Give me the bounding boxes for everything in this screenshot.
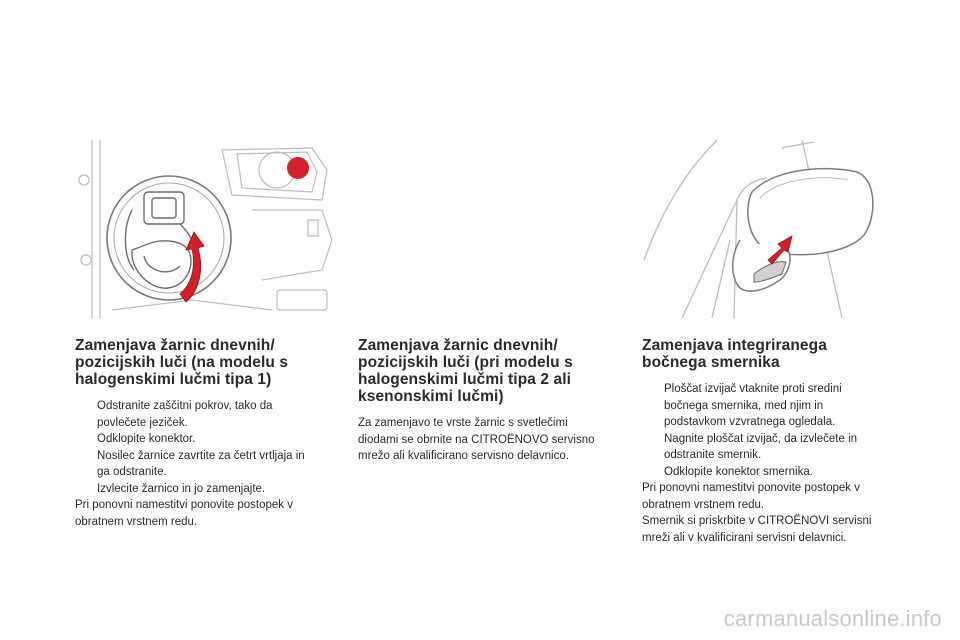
service-note: Za zamenjavo te vrste žarnic s svetlečimi diodami se obrnite na CITROËNOVO servisno mrežo ali kvalificirano servisno delavnico. <box>358 417 595 462</box>
section-title: Zamenjava žarnic dnevnih/ pozicijskih luči (na modelu s halogenskimi lučmi tipa 1) <box>75 337 289 388</box>
list-item: Ploščat izvijač vtaknite proti sredini bočnega smernika, med njim in podstavkom vzvratnega ogledala. <box>664 383 842 428</box>
list-item: Odklopite konektor smernika. <box>664 465 813 478</box>
list-item: Izvlecite žarnico in jo zamenjajte. <box>97 482 266 495</box>
section-halogen-type2-xenon <box>358 337 628 465</box>
instruction-list <box>642 381 902 480</box>
section-halogen-type1 <box>75 337 335 530</box>
door-mirror-indicator-illustration <box>642 140 892 318</box>
list-item: Nagnite ploščat izvijač, da izvlečete in odstranite smernik. <box>664 432 858 461</box>
headlamp-bulb-removal-illustration <box>72 140 338 318</box>
list-item: Odstranite zaščitni pokrov, tako da povlečete jeziček. <box>97 400 273 429</box>
list-item: Odklopite konektor. <box>97 433 196 445</box>
reassembly-note: Pri ponovni namestitvi ponovite postopek v obratnem vrstnem redu. <box>75 499 293 528</box>
section-title: Zamenjava integriranega bočnega smernika <box>642 337 827 371</box>
list-item: Nosilec žarnice zavrtite za četrt vrtljaja in ga odstranite. <box>97 449 305 478</box>
section-title: Zamenjava žarnic dnevnih/ pozicijskih luči (pri modelu s halogenskimi lučmi tipa 2 ali ksenonskimi lučmi) <box>358 337 573 405</box>
section-side-indicator <box>642 337 902 546</box>
watermark-text: carmanualsonline.info <box>723 606 942 631</box>
instruction-list <box>75 398 335 497</box>
reassembly-note: Pri ponovni namestitvi ponovite postopek v obratnem vrstnem redu. Smernik si priskrbite v CITROËNOVI servisni mreži ali v kvalificirani servisni delavnici. <box>642 482 872 544</box>
